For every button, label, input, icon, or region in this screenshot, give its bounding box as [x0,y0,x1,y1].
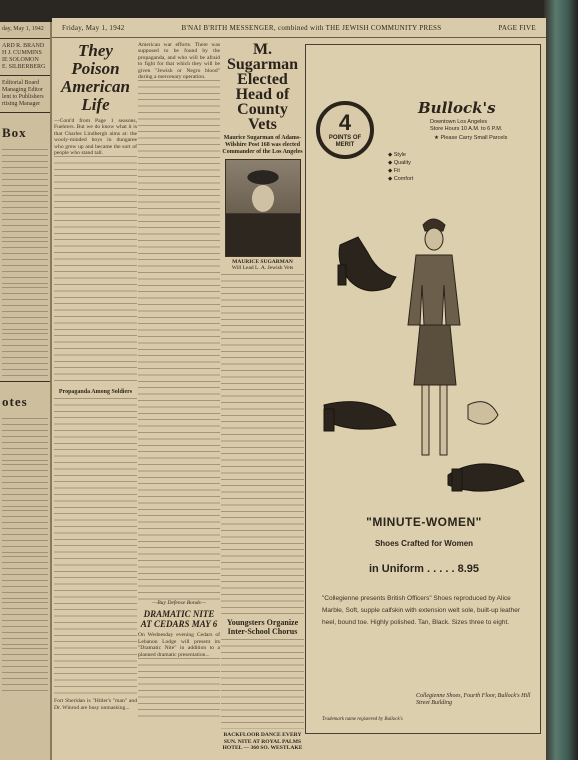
photo-subcaption: Will Lead L. A. Jewish Vets [231,265,294,271]
article-subhead: Maurice Sugarman of Adams-Wilshire Post 168 was elected Commander of the Los Angeles [222,135,303,155]
ad-signature: Collegienne Shoes, Fourth Floor, Bullock's Hill Street Building [416,693,531,706]
section-heading: Box [2,125,27,140]
article-subhead: Propaganda Among Soldiers [58,389,133,396]
staff-list [0,43,50,71]
ad-price: 8.95 [457,563,480,575]
store-info [430,119,502,133]
merit-item: ◆ Fit [388,167,413,175]
masthead: B'NAI B'RITH MESSENGER, combined with THE JEWISH COMMUNITY PRESS [181,23,442,32]
badge-number: 4 [338,110,352,135]
book-binding [544,0,578,760]
dance-notice: BACKFLOOR DANCE EVERY SUN. NITE AT ROYAL PALMS HOTEL — 360 SO. WESTLAKE [222,732,303,751]
staff-name: IE SOLOMON [2,57,39,63]
staff-name: ARD R. BRAND [2,43,45,49]
article-body [221,639,304,729]
shoe-icon [448,464,524,491]
article-body [54,156,137,386]
left-page-date: day, May 1, 1942 [2,26,44,32]
staff-title: Editorial Board [2,80,40,86]
defense-bonds-divider: —Buy Defense Bonds— [152,600,206,607]
article-headline: Youngsters Organize Inter-School Chorus [226,618,299,636]
article-continued: American war efforts. There was supposed to be found by the propaganda, and who will be afraid to fight for that which they will be given "Jewish or Negro blood" during a mercenary operation. [138,42,220,81]
staff-title: lent to Publishers [2,94,44,100]
ad-frame [305,44,541,734]
star-icon: ★ [434,135,441,141]
woman-figure-icon [408,219,460,455]
staff-name: E. SILBERBERG [2,64,46,70]
left-page [0,22,52,760]
article-body [138,80,220,600]
ad-tagline: Shoes Crafted for Women [374,539,474,548]
staff-titles [0,80,50,108]
merit-item: ◆ Quality [388,159,413,167]
ad-price-line: in Uniform . . . . . 8.95 [368,563,480,575]
shoe-icon [324,402,396,431]
section-heading: otes [2,394,28,409]
store-hours: Store Hours 10 A.M. to 6 P.M. [430,126,503,132]
brand-logo: Bullock's [418,99,496,117]
photo-caption: MAURICE SUGARMAN [232,259,293,265]
shoe-icon [338,237,396,291]
issue-date: Friday, May 1, 1942 [62,23,125,32]
article-subhead: DRAMATIC NITE AT CEDARS MAY 6 [140,609,218,630]
article-headline: M. Sugarman Elected Head of County Vets [226,42,299,133]
shop-note-text: Please Carry Small Parcels [440,135,508,141]
page-header [52,18,546,38]
staff-name: H J. CUMMINS [2,50,42,56]
bullocks-ad [305,44,541,734]
column-b [138,42,220,718]
ad-title: "MINUTE-WOMEN" [366,515,482,529]
article-body [221,274,304,614]
article-end: Fort Sheridan is "Hitler's "man" and Dr. Winrod are busy unmasking... [54,698,137,711]
column-c [221,42,304,752]
store-location: Downtown Los Angeles [430,119,488,125]
merit-item: ◆ Comfort [388,175,413,183]
ad-footnote: Trademark name registered by Bullock's [322,717,403,722]
ad-description: "Collegienne presents British Officers" Shoes reproduced by Alice Marble, Soft, supple calfskin with extension welt sole, built-up leather heel, bound toe. Highly polished. Tan, Black. Sizes three to eight. [322,595,520,626]
badge-text: POINTS OF MERIT [328,135,362,148]
shop-note [434,135,507,141]
shoe-illustration [318,205,532,495]
staff-title: Managing Editor [2,87,43,93]
portrait-photo [225,159,301,257]
article-headline: They Poison American Life [61,42,130,114]
merit-badge [316,101,374,159]
hand-icon [468,402,498,424]
page-number: PAGE FIVE [498,23,536,32]
staff-title: rtising Manager [2,101,41,107]
article-body: On Wednesday evening Cedars of Lebanon Lodge will present its "Dramatic Nite" in addition to a planned dramatic presentation... [138,632,220,658]
column-a [54,42,137,711]
ad-tagline-2: in Uniform [368,563,424,575]
merit-list [388,151,413,183]
merit-item: ◆ Style [388,151,413,159]
newspaper-page [52,18,546,760]
article-lead: —Cont'd from Page 1 seasons, Fuehrers. But we do know what it is that Charles Lindbergh aims at: the wooly-minded boys in dungaree who grew up and became the sort of people who stand tall. [54,118,137,157]
article-body [54,398,137,698]
